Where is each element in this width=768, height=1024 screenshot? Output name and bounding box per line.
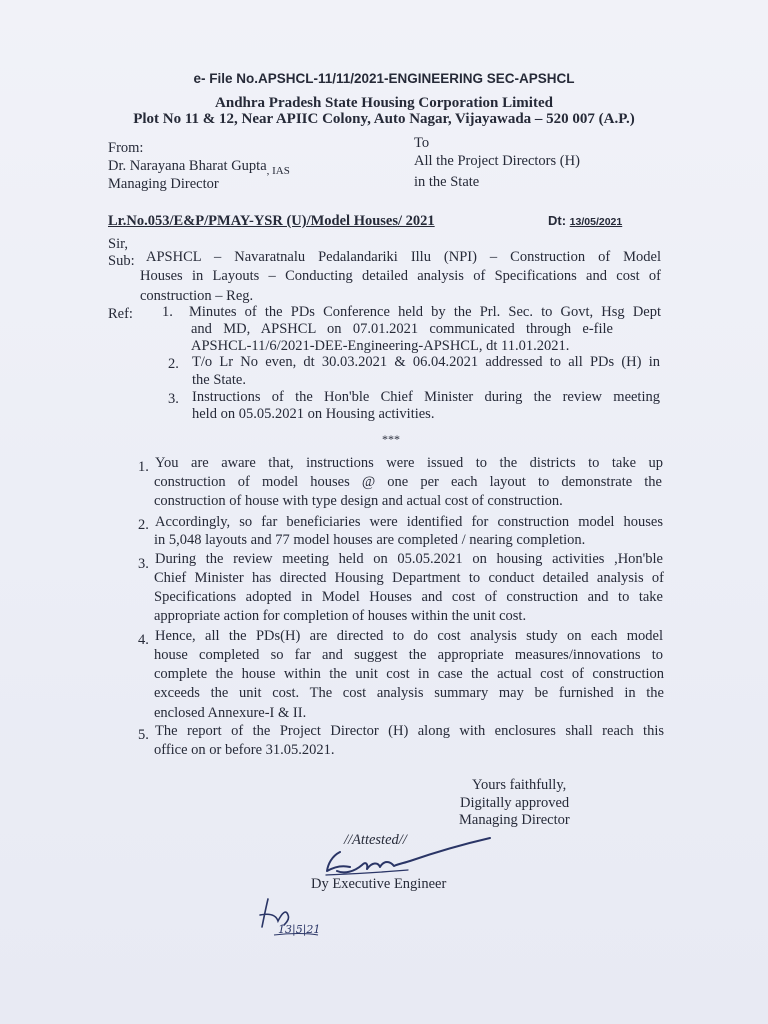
paragraph-2-line-1: Accordingly, so far beneficiaries were identified for construction model houses bbox=[155, 514, 663, 530]
to-line-2: in the State bbox=[414, 174, 480, 190]
paragraph-1-line-3: construction of house with type design and actual cost of construction. bbox=[154, 493, 563, 509]
attested-label: //Attested// bbox=[344, 832, 407, 848]
separator: *** bbox=[382, 432, 400, 446]
from-designation: Managing Director bbox=[108, 176, 219, 192]
closing-yours-faithfully: Yours faithfully, bbox=[472, 777, 567, 793]
reference-3-line-1: Instructions of the Hon'ble Chief Minister during the review meeting bbox=[192, 389, 660, 405]
from-label: From: bbox=[108, 140, 144, 156]
paragraph-4-line-4: exceeds the unit cost. The cost analysis summary may be furnished in the bbox=[154, 685, 664, 701]
initials-with-date bbox=[256, 893, 326, 939]
reference-number-2: 2. bbox=[168, 356, 179, 372]
paragraph-4-line-1: Hence, all the PDs(H) are directed to do cost analysis study on each model bbox=[155, 628, 663, 644]
to-line-1: All the Project Directors (H) bbox=[414, 153, 580, 169]
date-label: Dt: bbox=[548, 213, 567, 228]
to-label: To bbox=[414, 135, 430, 151]
reference-1-line-3: APSHCL-11/6/2021-DEE-Engineering-APSHCL, dt 11.01.2021. bbox=[191, 338, 570, 354]
paragraph-1-line-2: construction of model houses @ one per each layout to demonstrate the bbox=[154, 474, 662, 490]
closing-digitally-approved: Digitally approved bbox=[460, 795, 570, 811]
paragraph-1-line-1: You are aware that, instructions were issued to the districts to take up bbox=[155, 455, 663, 471]
from-name-text: Dr. Narayana Bharat Gupta bbox=[108, 158, 267, 174]
paragraph-5-line-2: office on or before 31.05.2021. bbox=[154, 742, 335, 758]
reference-label: Ref: bbox=[108, 306, 133, 322]
from-name bbox=[108, 158, 290, 175]
attesting-designation: Dy Executive Engineer bbox=[311, 876, 447, 892]
paragraph-number-4: 4. bbox=[138, 632, 149, 648]
paragraph-number-2: 2. bbox=[138, 517, 149, 533]
svg-text:13|5|21: 13|5|21 bbox=[278, 923, 321, 936]
subject-label: Sub: bbox=[108, 253, 135, 269]
paragraph-number-3: 3. bbox=[138, 556, 149, 572]
organization-address: Plot No 11 & 12, Near APIIC Colony, Auto Nagar, Vijayawada – 520 007 (A.P.) bbox=[133, 111, 635, 127]
reference-2-line-2: the State. bbox=[192, 372, 246, 388]
subject-line-3: construction – Reg. bbox=[140, 288, 254, 304]
organization-name: Andhra Pradesh State Housing Corporation Limited bbox=[215, 95, 553, 111]
paragraph-3-line-1: During the review meeting held on 05.05.2021 on housing activities ,Hon'ble bbox=[155, 551, 663, 567]
paragraph-4-line-3: complete the house within the unit cost in case the actual cost of construction bbox=[154, 666, 664, 682]
letter-reference-number: Lr.No.053/E&P/PMAY-YSR (U)/Model Houses/ 2021 bbox=[108, 213, 435, 229]
paragraph-4-line-2: house completed so far and suggest the appropriate measures/innovations to bbox=[154, 647, 663, 663]
paragraph-number-5: 5. bbox=[138, 727, 149, 743]
paragraph-3-line-2: Chief Minister has directed Housing Department to conduct detailed analysis of bbox=[154, 570, 664, 586]
efile-number: e- File No.APSHCL-11/11/2021-ENGINEERING SEC-APSHCL bbox=[193, 71, 575, 86]
paragraph-5-line-1: The report of the Project Director (H) along with enclosures shall reach this bbox=[155, 723, 664, 739]
closing-designation: Managing Director bbox=[459, 812, 570, 828]
reference-number-1: 1. bbox=[162, 304, 173, 320]
reference-2-line-1: T/o Lr No even, dt 30.03.2021 & 06.04.2021 addressed to all PDs (H) in bbox=[192, 354, 660, 370]
salutation: Sir, bbox=[108, 236, 128, 252]
paragraph-3-line-4: appropriate action for completion of houses within the unit cost. bbox=[154, 608, 527, 624]
reference-number-3: 3. bbox=[168, 391, 179, 407]
reference-3-line-2: held on 05.05.2021 on Housing activities. bbox=[192, 406, 435, 422]
date-value: 13/05/2021 bbox=[569, 216, 623, 228]
paragraph-4-line-5: enclosed Annexure-I & II. bbox=[154, 705, 307, 721]
paragraph-3-line-3: Specifications adopted in Model Houses and cost of construction and to take bbox=[154, 589, 663, 605]
reference-1-line-2: and MD, APSHCL on 07.01.2021 communicated through e-file bbox=[191, 321, 613, 337]
letter-date bbox=[548, 213, 622, 228]
from-suffix: , IAS bbox=[266, 165, 290, 177]
subject-line-2: Houses in Layouts – Conducting detailed analysis of Specifications and cost of bbox=[140, 268, 661, 284]
paragraph-number-1: 1. bbox=[138, 459, 149, 475]
paragraph-2-line-2: in 5,048 layouts and 77 model houses are completed / nearing completion. bbox=[154, 532, 586, 548]
reference-1-line-1: Minutes of the PDs Conference held by the Prl. Sec. to Govt, Hsg Dept bbox=[189, 304, 661, 320]
subject-line-1: APSHCL – Navaratnalu Pedalandariki Illu (NPI) – Construction of Model bbox=[146, 249, 661, 265]
